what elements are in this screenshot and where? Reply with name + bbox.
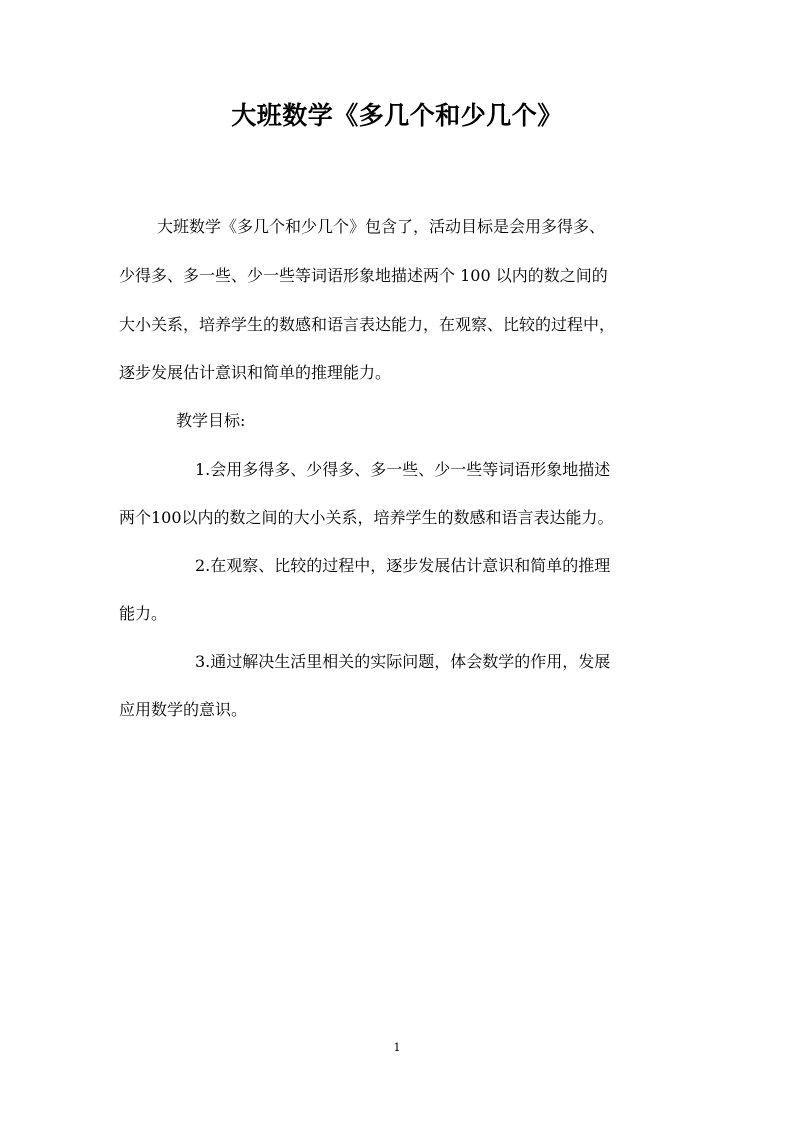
section-heading: 教学目标: xyxy=(176,411,246,430)
page-number: 1 xyxy=(393,1041,401,1054)
goal-line: 1.会用多得多、少得多、多一些、少一些等词语形象地描述 xyxy=(195,460,611,479)
goal-line: 能力。 xyxy=(119,604,168,623)
document-title: 大班数学《多几个和少几个》 xyxy=(231,101,563,130)
goal-line: 两个100以内的数之间的大小关系，培养学生的数感和语言表达能力。 xyxy=(119,508,614,527)
intro-line: 大小关系，培养学生的数感和语言表达能力，在观察、比较的过程中， xyxy=(119,315,616,334)
goal-line: 应用数学的意识。 xyxy=(119,700,248,719)
intro-line: 少得多、多一些、少一些等词语形象地描述两个 100 以内的数之间的 xyxy=(119,266,608,285)
goal-line: 3.通过解决生活里相关的实际问题，体会数学的作用，发展 xyxy=(195,652,611,671)
intro-line: 逐步发展估计意识和简单的推理能力。 xyxy=(119,363,392,382)
intro-line: 大班数学《多几个和少几个》包含了，活动目标是会用多得多、 xyxy=(157,217,606,236)
goal-line: 2.在观察、比较的过程中，逐步发展估计意识和简单的推理 xyxy=(195,556,611,575)
